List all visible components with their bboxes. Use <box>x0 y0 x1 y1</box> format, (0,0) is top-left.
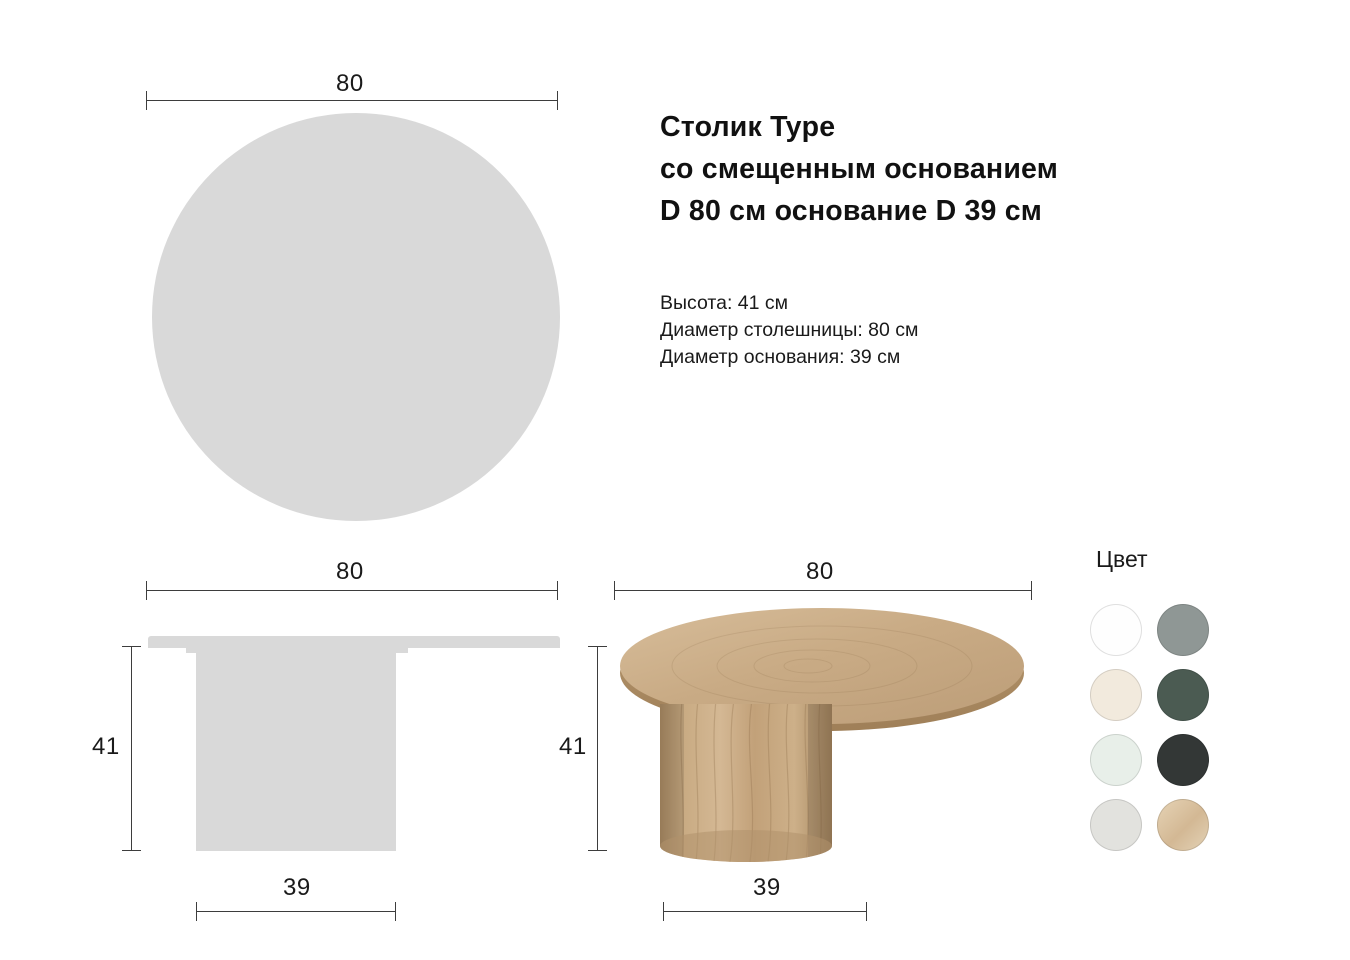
product-title-line-3: D 80 см основание D 39 см <box>660 195 1043 227</box>
front-view-width-tick-right <box>557 581 558 600</box>
photo-view-height-line <box>597 646 598 851</box>
color-swatch-cream[interactable] <box>1090 669 1142 721</box>
front-view-base-label: 39 <box>283 874 311 901</box>
front-view-width-line <box>146 590 558 591</box>
photo-view-base-line <box>663 911 867 912</box>
color-swatch-light-grey[interactable] <box>1090 799 1142 851</box>
front-view-height-label: 41 <box>92 733 120 760</box>
table-render-image <box>612 600 1032 862</box>
front-view-notch-right <box>396 645 408 653</box>
photo-view-height-label: 41 <box>559 733 587 760</box>
photo-view-base-tick-left <box>663 902 664 921</box>
front-view-base-line <box>196 911 396 912</box>
photo-view-base-tick-right <box>866 902 867 921</box>
photo-view-width-label: 80 <box>806 558 834 585</box>
front-view-height-tick-bottom <box>122 850 141 851</box>
front-view-tabletop-shape <box>148 636 560 648</box>
front-view-width-tick-left <box>146 581 147 600</box>
photo-view-width-tick-left <box>614 581 615 600</box>
front-view-base-shape <box>196 648 396 851</box>
top-view-width-tick-left <box>146 91 147 110</box>
photo-view-width-line <box>614 590 1032 591</box>
top-view-width-label: 80 <box>336 70 364 97</box>
front-view-base-tick-right <box>395 902 396 921</box>
spec-height: Высота: 41 см <box>660 292 789 314</box>
photo-view-height-tick-bottom <box>588 850 607 851</box>
color-swatch-mint-white[interactable] <box>1090 734 1142 786</box>
color-section-label: Цвет <box>1096 546 1148 572</box>
product-title <box>660 106 1200 232</box>
photo-view-base-label: 39 <box>753 874 781 901</box>
spec-base-diameter: Диаметр основания: 39 см <box>660 346 901 368</box>
table-top-circle-shape <box>152 113 560 521</box>
color-swatch-dark-green[interactable] <box>1157 669 1209 721</box>
product-title-line-1: Столик Type <box>660 111 836 143</box>
spec-top-diameter: Диаметр столешницы: 80 см <box>660 319 919 341</box>
color-swatch-charcoal[interactable] <box>1157 734 1209 786</box>
color-swatch-white[interactable] <box>1090 604 1142 656</box>
photo-view-width-tick-right <box>1031 581 1032 600</box>
front-view-height-tick-top <box>122 646 141 647</box>
product-title-line-2: со смещенным основанием <box>660 153 1059 185</box>
front-view-notch-left <box>186 645 196 653</box>
color-swatch-grey[interactable] <box>1157 604 1209 656</box>
front-view-width-label: 80 <box>336 558 364 585</box>
front-view-height-line <box>131 646 132 851</box>
product-specs <box>660 290 1200 371</box>
front-view-base-tick-left <box>196 902 197 921</box>
color-swatch-grid <box>1090 604 1224 864</box>
top-view-width-tick-right <box>557 91 558 110</box>
color-swatch-oak[interactable] <box>1157 799 1209 851</box>
top-view-width-line <box>146 100 558 101</box>
photo-view-height-tick-top <box>588 646 607 647</box>
